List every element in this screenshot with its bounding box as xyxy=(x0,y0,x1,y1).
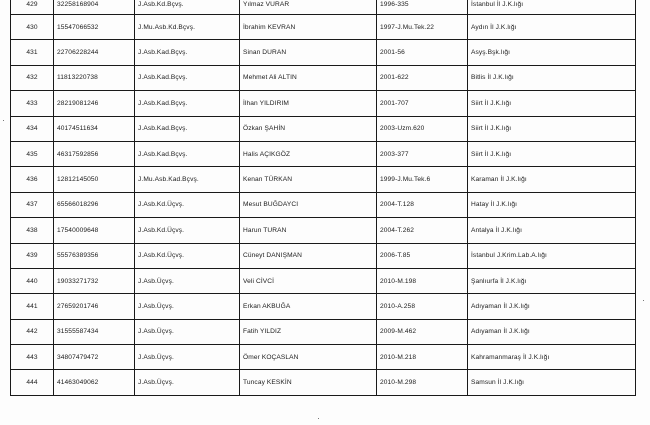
rank-cell: J.Asb.Kad.Bçvş. xyxy=(135,141,240,166)
row-number-cell: 436 xyxy=(11,167,54,192)
id-number-cell: 46317592856 xyxy=(54,141,135,166)
row-number-cell: 442 xyxy=(11,319,54,344)
unit-cell: Siirt İl J.K.lığı xyxy=(468,91,636,116)
unit-cell: Adıyaman İl J.K.lığı xyxy=(468,319,636,344)
rank-cell: J.Asb.Kad.Bçvş. xyxy=(135,65,240,90)
scan-speck xyxy=(318,418,319,419)
full-name-cell: Cüneyt DANIŞMAN xyxy=(240,243,377,268)
id-number-cell: 22706228244 xyxy=(54,40,135,65)
row-number-cell: 439 xyxy=(11,243,54,268)
table-row xyxy=(11,345,636,370)
id-number-cell: 34807479472 xyxy=(54,345,135,370)
full-name-cell: İbrahim KEVRAN xyxy=(240,15,377,40)
row-number-cell: 437 xyxy=(11,192,54,217)
row-number-cell: 433 xyxy=(11,91,54,116)
id-number-cell: 27659201746 xyxy=(54,294,135,319)
id-number-cell: 11813220738 xyxy=(54,65,135,90)
unit-cell: Şanlıurfa İl J.K.lığı xyxy=(468,268,636,293)
registry-number-cell: 2001-56 xyxy=(377,40,468,65)
registry-number-cell: 2010-M.218 xyxy=(377,345,468,370)
full-name-cell: Özkan ŞAHİN xyxy=(240,116,377,141)
rank-cell: J.Asb.Kad.Bçvş. xyxy=(135,40,240,65)
full-name-cell: Kenan TÜRKAN xyxy=(240,167,377,192)
full-name-cell: Harun TURAN xyxy=(240,218,377,243)
rank-cell: J.Asb.Kd.Bçvş. xyxy=(135,0,240,15)
id-number-cell: 28219081246 xyxy=(54,91,135,116)
row-number-cell: 432 xyxy=(11,65,54,90)
rank-cell: J.Asb.Üçvş. xyxy=(135,294,240,319)
full-name-cell: Yılmaz VURAR xyxy=(240,0,377,15)
row-number-cell: 429 xyxy=(11,0,54,15)
rank-cell: J.Asb.Kad.Bçvş. xyxy=(135,116,240,141)
unit-cell: Kahramanmaraş İl J.K.lığı xyxy=(468,345,636,370)
row-number-cell: 434 xyxy=(11,116,54,141)
full-name-cell: İlhan YILDIRIM xyxy=(240,91,377,116)
table-row xyxy=(11,116,636,141)
table-row xyxy=(11,15,636,40)
unit-cell: İstanbul İl J.K.lığı xyxy=(468,0,636,15)
registry-number-cell: 2003-Uzm.620 xyxy=(377,116,468,141)
registry-number-cell: 2003-377 xyxy=(377,141,468,166)
table-row xyxy=(11,65,636,90)
row-number-cell: 438 xyxy=(11,218,54,243)
scan-speck xyxy=(3,120,4,121)
unit-cell: Antalya İl J.K.lığı xyxy=(468,218,636,243)
id-number-cell: 41463049062 xyxy=(54,370,135,395)
unit-cell: Hatay İl J.K.lığı xyxy=(468,192,636,217)
table-row xyxy=(11,268,636,293)
full-name-cell: Halis AÇIKGÖZ xyxy=(240,141,377,166)
registry-number-cell: 1996-335 xyxy=(377,0,468,15)
rank-cell: J.Mu.Asb.Kad.Bçvş. xyxy=(135,167,240,192)
registry-number-cell: 2009-M.462 xyxy=(377,319,468,344)
id-number-cell: 55576389356 xyxy=(54,243,135,268)
unit-cell: Siirt İl J.K.lığı xyxy=(468,116,636,141)
full-name-cell: Fatih YILDIZ xyxy=(240,319,377,344)
personnel-list-body xyxy=(11,0,636,395)
full-name-cell: Ömer KOÇASLAN xyxy=(240,345,377,370)
table-row xyxy=(11,167,636,192)
row-number-cell: 431 xyxy=(11,40,54,65)
registry-number-cell: 2004-T.128 xyxy=(377,192,468,217)
table-row xyxy=(11,192,636,217)
table-row xyxy=(11,243,636,268)
registry-number-cell: 2006-T.85 xyxy=(377,243,468,268)
table-row xyxy=(11,370,636,395)
registry-number-cell: 2001-622 xyxy=(377,65,468,90)
rank-cell: J.Asb.Üçvş. xyxy=(135,345,240,370)
full-name-cell: Veli CİVCİ xyxy=(240,268,377,293)
table-row xyxy=(11,91,636,116)
registry-number-cell: 2010-A.258 xyxy=(377,294,468,319)
registry-number-cell: 2004-T.262 xyxy=(377,218,468,243)
full-name-cell: Tuncay KESKİN xyxy=(240,370,377,395)
table-row xyxy=(11,141,636,166)
rank-cell: J.Asb.Üçvş. xyxy=(135,370,240,395)
unit-cell: Siirt İl J.K.lığı xyxy=(468,141,636,166)
id-number-cell: 31555587434 xyxy=(54,319,135,344)
full-name-cell: Mehmet Ali ALTIN xyxy=(240,65,377,90)
rank-cell: J.Asb.Kd.Üçvş. xyxy=(135,192,240,217)
registry-number-cell: 2010-M.298 xyxy=(377,370,468,395)
table-row xyxy=(11,0,636,15)
row-number-cell: 443 xyxy=(11,345,54,370)
row-number-cell: 441 xyxy=(11,294,54,319)
scan-speck xyxy=(643,300,644,301)
rank-cell: J.Asb.Üçvş. xyxy=(135,319,240,344)
registry-number-cell: 1997-J.Mu.Tek.22 xyxy=(377,15,468,40)
table-row xyxy=(11,319,636,344)
rank-cell: J.Asb.Kad.Bçvş. xyxy=(135,91,240,116)
unit-cell: Aydın İl J.K.lığı xyxy=(468,15,636,40)
id-number-cell: 17540009648 xyxy=(54,218,135,243)
full-name-cell: Sinan DURAN xyxy=(240,40,377,65)
rank-cell: J.Asb.Üçvş. xyxy=(135,268,240,293)
full-name-cell: Mesut BUĞDAYCI xyxy=(240,192,377,217)
row-number-cell: 430 xyxy=(11,15,54,40)
registry-number-cell: 2001-707 xyxy=(377,91,468,116)
unit-cell: Asyş.Bşk.lığı xyxy=(468,40,636,65)
id-number-cell: 15547066532 xyxy=(54,15,135,40)
unit-cell: Bitlis İl J.K.lığı xyxy=(468,65,636,90)
unit-cell: İstanbul J.Krim.Lab.A.lığı xyxy=(468,243,636,268)
unit-cell: Samsun İl J.K.lığı xyxy=(468,370,636,395)
registry-number-cell: 1999-J.Mu.Tek.6 xyxy=(377,167,468,192)
full-name-cell: Erkan AKBUĞA xyxy=(240,294,377,319)
rank-cell: J.Mu.Asb.Kd.Bçvş. xyxy=(135,15,240,40)
table-row xyxy=(11,40,636,65)
id-number-cell: 12812145050 xyxy=(54,167,135,192)
id-number-cell: 65566018296 xyxy=(54,192,135,217)
table-row xyxy=(11,294,636,319)
unit-cell: Adıyaman İl J.K.lığı xyxy=(468,294,636,319)
rank-cell: J.Asb.Kd.Üçvş. xyxy=(135,218,240,243)
table-row xyxy=(11,218,636,243)
id-number-cell: 40174511634 xyxy=(54,116,135,141)
rank-cell: J.Asb.Kd.Üçvş. xyxy=(135,243,240,268)
id-number-cell: 32258168904 xyxy=(54,0,135,15)
unit-cell: Karaman İl J.K.lığı xyxy=(468,167,636,192)
personnel-list-table xyxy=(10,0,636,396)
row-number-cell: 435 xyxy=(11,141,54,166)
id-number-cell: 19033271732 xyxy=(54,268,135,293)
row-number-cell: 440 xyxy=(11,268,54,293)
row-number-cell: 444 xyxy=(11,370,54,395)
registry-number-cell: 2010-M.198 xyxy=(377,268,468,293)
